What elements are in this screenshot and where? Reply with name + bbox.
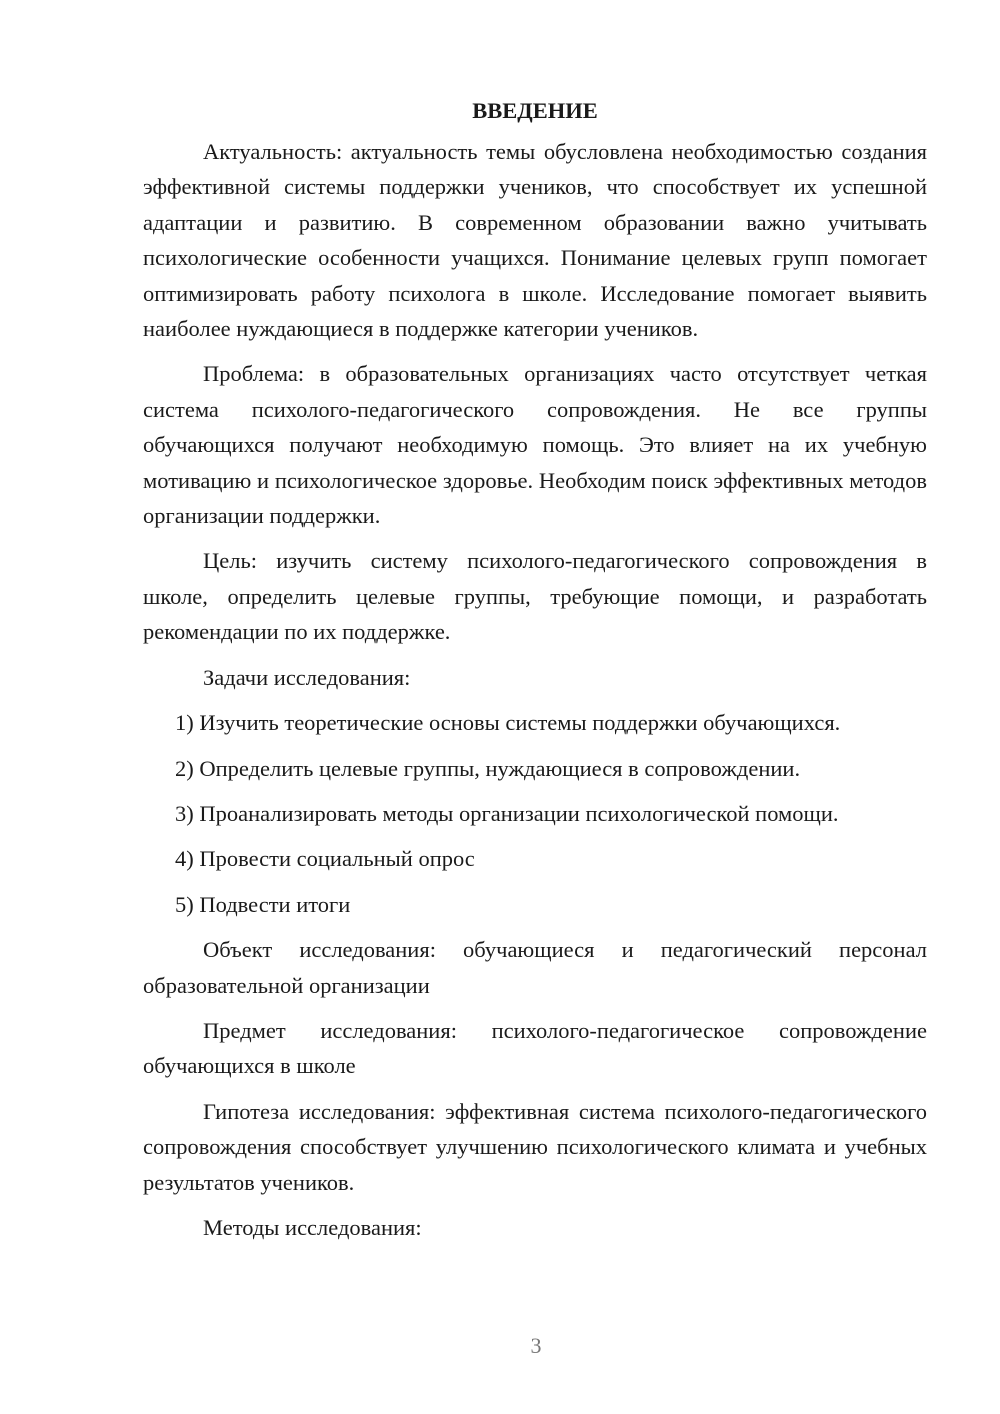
page-content — [143, 93, 927, 1255]
task-item-2: 2) Определить целевые группы, нуждающиеся в сопровождении. — [175, 755, 801, 781]
task-item-3: 3) Проанализировать методы организации психологической помощи. — [175, 800, 839, 826]
paragraph-hypothesis: Гипотеза исследования: эффективная система психолого-педагогического сопровождения способствует улучшению психологического климата и учебных результатов учеников. — [143, 1098, 927, 1195]
paragraph-goal: Цель: изучить систему психолого-педагогического сопровождения в школе, определить целевые группы, требующие помощи, и разработать рекомендации по их поддержке. — [143, 548, 927, 645]
paragraph-subject: Предмет исследования: психолого-педагогическое сопровождение обучающихся в школе — [143, 1017, 927, 1079]
task-item-1: 1) Изучить теоретические основы системы поддержки обучающихся. — [175, 710, 841, 736]
paragraph-problem: Проблема: в образовательных организациях часто отсутствует четкая система психолого-педагогического сопровождения. Не все группы обучающихся получают необходимую помощь. Это влияет на их учебную мотивацию и психологическое здоровье. Необходим поиск эффективных методов организации поддержки. — [143, 361, 927, 529]
section-title: ВВЕДЕНИЕ — [472, 98, 598, 123]
task-item-4: 4) Провести социальный опрос — [175, 846, 475, 872]
methods-heading: Методы исследования: — [203, 1214, 422, 1240]
paragraph-relevance: Актуальность: актуальность темы обусловлена необходимостью создания эффективной системы поддержки учеников, что способствует их успешной адаптации и развитию. В современном образовании важно учитывать психологические особенности учащихся. Понимание целевых групп помогает оптимизировать работу психолога в школе. Исследование помогает выявить наиболее нуждающиеся в поддержке категории учеников. — [143, 139, 927, 342]
page-number: 3 — [530, 1333, 542, 1358]
task-item-5: 5) Подвести итоги — [175, 891, 351, 917]
tasks-heading: Задачи исследования: — [203, 664, 411, 690]
paragraph-object: Объект исследования: обучающиеся и педагогический персонал образовательной организации — [143, 937, 927, 998]
